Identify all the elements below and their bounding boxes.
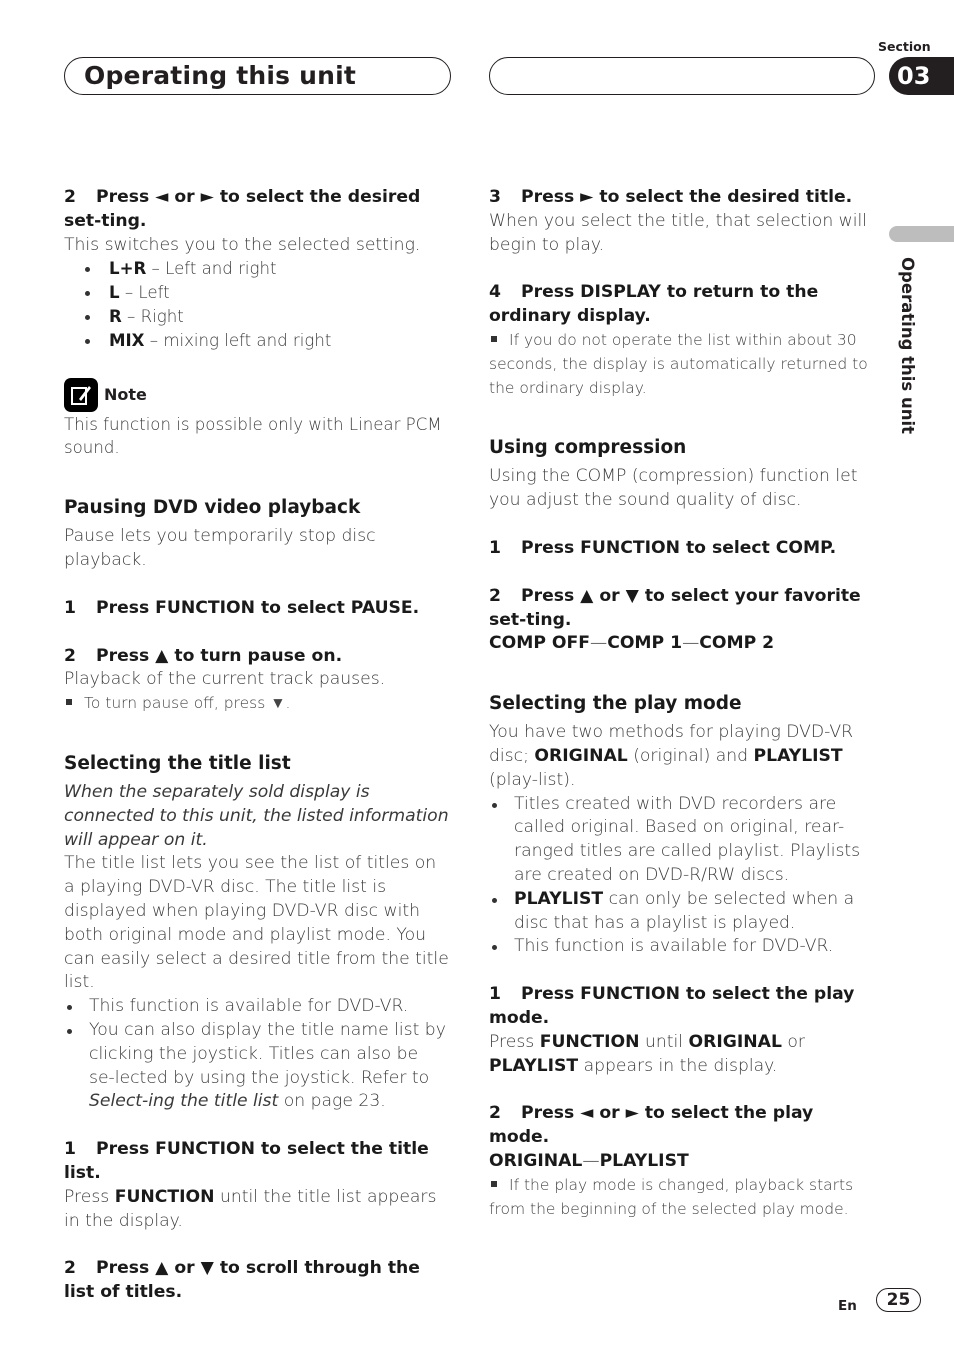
step-description: Playback of the current track pauses. [64, 669, 386, 690]
list-item: This function is available for DVD-VR. [489, 935, 875, 959]
step-note: To turn pause off, press ▼. [64, 692, 449, 716]
step-heading: 2 Press ▲ or ▼ to select your favorite set-ting. [489, 585, 861, 630]
section-heading: Selecting the title list [64, 752, 291, 774]
comp-options: COMP OFF—COMP 1—COMP 2 [489, 633, 775, 654]
header-blank-frame [489, 57, 875, 95]
section-intro: Pause lets you temporarily stop disc playback. [64, 526, 376, 570]
step-heading: 1 Press FUNCTION to select the play mode. [489, 984, 855, 1028]
italic-intro: When the separately sold display is connected to this unit, the listed information will appear on it. [64, 781, 449, 850]
bullet-list [489, 793, 875, 960]
step-description: Press FUNCTION until ORIGINAL or PLAYLIST appears in the display. [489, 1031, 805, 1076]
step-heading: 2 Press ◄ or ► to select the play mode. [489, 1103, 814, 1148]
section-intro: Using the COMP (compression) function let you adjust the sound quality of disc. [489, 466, 858, 511]
step-note: If you do not operate the list within about 30 seconds, the display is automatically returned to the ordinary display. [489, 330, 868, 397]
step-heading: 1 Press FUNCTION to select PAUSE. [64, 597, 420, 618]
note-text: This function is possible only with Linear PCM sound. [64, 414, 442, 458]
right-column [489, 186, 875, 1221]
section-number-badge: 03 [889, 57, 954, 95]
step-heading: 2 Press ▲ or ▼ to scroll through the list of titles. [64, 1258, 420, 1303]
list-item: This function is available for DVD-VR. [64, 995, 449, 1019]
list-item: L+R – Left and right [64, 257, 449, 281]
list-item: MIX – mixing left and right [64, 329, 449, 353]
side-tab-marker [889, 226, 954, 242]
step-heading: 1 Press FUNCTION to select COMP. [489, 537, 837, 558]
list-item: You can also display the title name list by clicking the joystick. Titles can also be se-lected by using the joystick. Refer to Select-ing the title list on page 23. [64, 1019, 449, 1114]
settings-list [64, 257, 449, 352]
side-tab-label: Operating this unit [898, 257, 917, 435]
section-heading: Pausing DVD video playback [64, 497, 361, 519]
page-title: Operating this unit [84, 61, 357, 90]
section-body: The title list lets you see the list of titles on a playing DVD-VR disc. The title list is displayed when playing DVD-VR disc with both original mode and playlist mode. You can easily select a desired title from the title list. [64, 853, 449, 993]
page-header [64, 57, 451, 95]
step-description: Press FUNCTION until the title list appears in the display. [64, 1186, 437, 1231]
note-pencil-icon [64, 378, 98, 412]
note-header [64, 377, 449, 413]
step-heading: 4 Press DISPLAY to return to the ordinary display. [489, 282, 819, 327]
bullet-list [64, 995, 449, 1114]
list-item: PLAYLIST can only be selected when a disc that has a playlist is played. [489, 888, 875, 936]
step-heading: 1 Press FUNCTION to select the title list. [64, 1139, 429, 1183]
step-heading: 2 Press ◄ or ► to select the desired set-ting. [64, 187, 421, 231]
section-label: Section [878, 39, 931, 54]
step-description: When you select the title, that selection will begin to play. [489, 210, 868, 255]
list-item: R – Right [64, 305, 449, 329]
list-item: Titles created with DVD recorders are called original. Based on original, rear-ranged titles are called playlist. Playlists are created on DVD-R/RW discs. [489, 793, 875, 888]
note-title: Note [104, 385, 147, 405]
language-code: En [838, 1298, 857, 1314]
step-heading: 3 Press ► to select the desired title. [489, 187, 853, 207]
step-description: This switches you to the selected setting. [64, 234, 421, 255]
section-intro: You have two methods for playing DVD-VR disc; ORIGINAL (original) and PLAYLIST (play-list). [489, 722, 854, 790]
play-mode-options: ORIGINAL—PLAYLIST [489, 1150, 689, 1171]
section-heading: Using compression [489, 437, 687, 459]
section-heading: Selecting the play mode [489, 693, 742, 715]
list-item: L – Left [64, 281, 449, 305]
left-column [64, 186, 449, 1305]
page-number: 25 [876, 1288, 921, 1312]
step-note: If the play mode is changed, playback starts from the beginning of the selected play mode. [489, 1175, 854, 1218]
step-heading: 2 Press ▲ to turn pause on. [64, 645, 343, 666]
